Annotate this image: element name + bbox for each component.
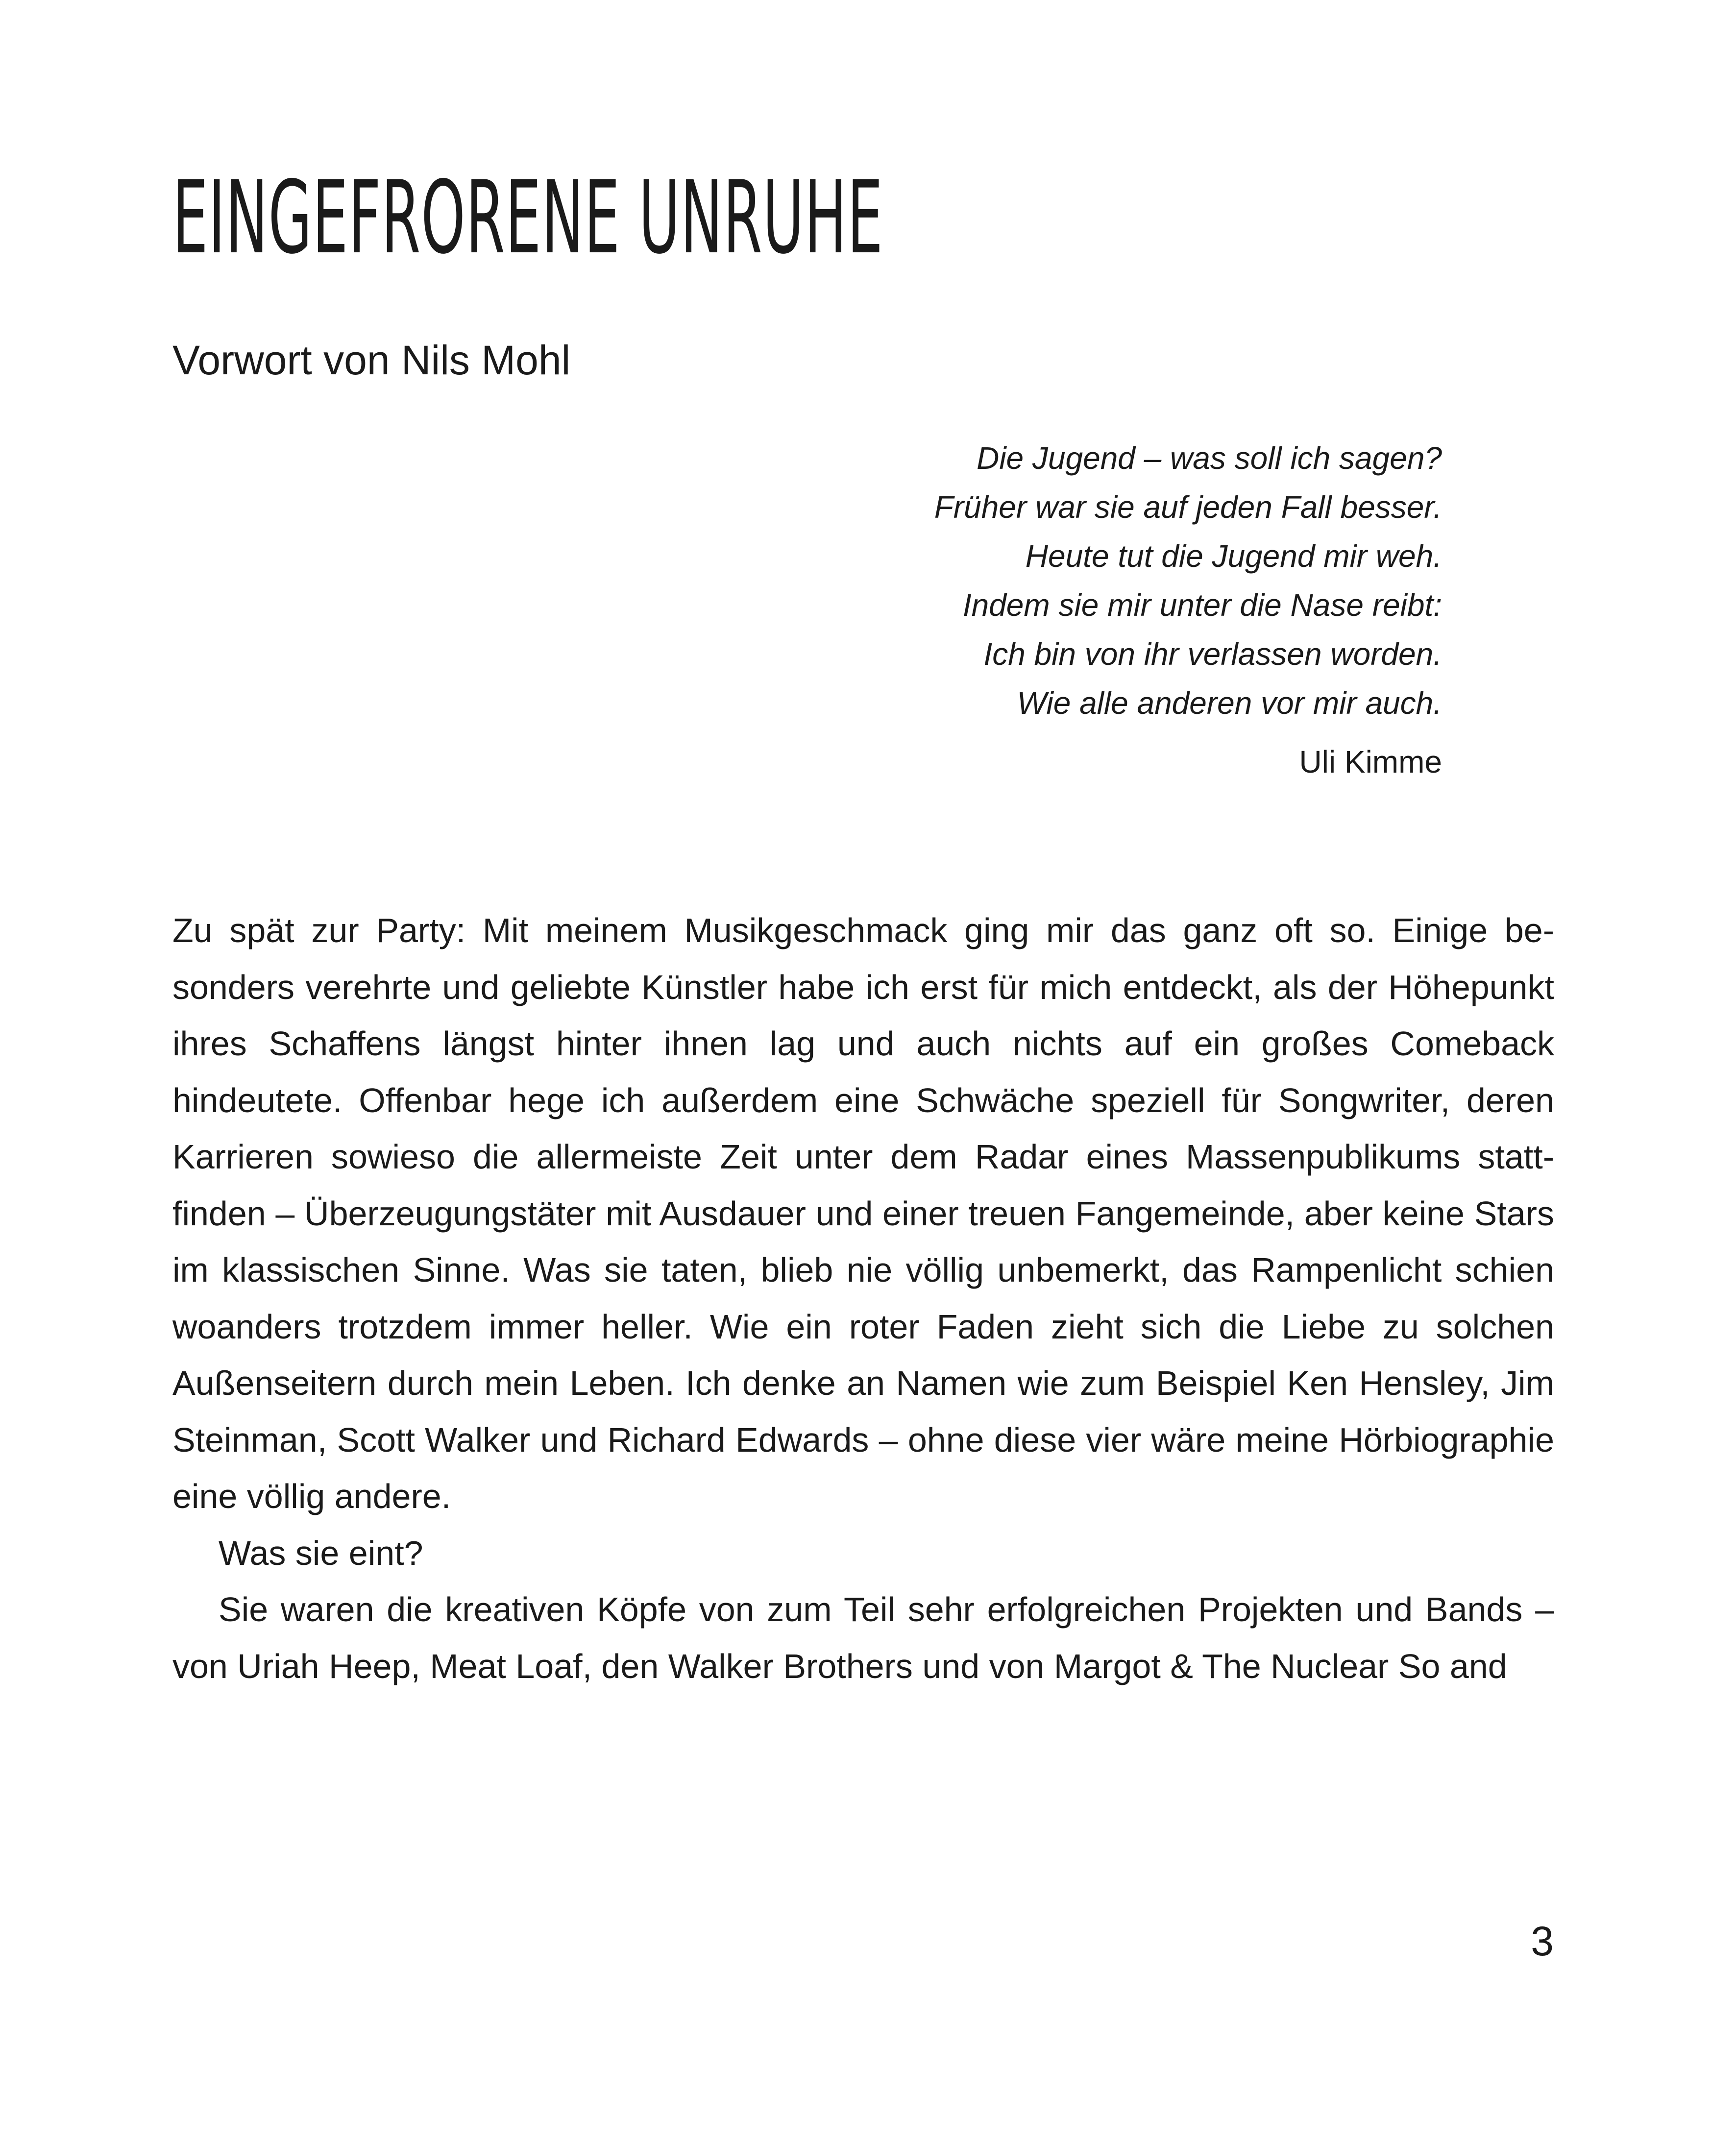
chapter-subtitle: Vorwort von Nils Mohl <box>172 337 571 383</box>
epigraph-line: Ich bin von ihr verlassen worden. <box>983 636 1442 672</box>
epigraph-line: Früher war sie auf jeden Fall besser. <box>934 489 1442 525</box>
chapter-title: EINGEFRORENE UNRUHE <box>172 160 883 276</box>
body-paragraph: Was sie eint? <box>219 1533 423 1572</box>
body-paragraph: Zu spät zur Party: Mit meinem Musikgeschmack ging mir das ganz oft so. Einige besonders verehrte und geliebte Künstler habe ich erst für mich entdeckt, als der Höhepunkt ihres Schaffens längst hinter ihnen lag und auch nichts auf ein großes Comeback hindeutete. Offenbar hege ich außerdem eine Schwäche speziell für Songwriter, deren Karrieren sowieso die allermeiste Zeit unter dem Radar eines Massenpublikums stattfinden – Überzeugungstäter mit Ausdauer und einer treuen Fangemeinde, aber keine Stars im klassischen Sinne. Was sie taten, blieb nie völlig unbemerkt, das Rampenlicht schien woanders trotzdem immer heller. Wie ein roter Faden zieht sich die Liebe zu solchen Außenseitern durch mein Leben. Ich denke an Namen wie zum Beispiel Ken Hensley, Jim Steinman, Scott Walker und Richard Edwards – ohne diese vier wäre meine Hörbiographie eine völlig andere. <box>172 911 1554 1515</box>
epigraph-author: Uli Kimme <box>1299 744 1442 779</box>
body-paragraph: Sie waren die kreativen Köpfe von zum Teil sehr erfolgreichen Projekten und Bands – von Uriah Heep, Meat Loaf, den Walker Brothers und von Margot & The Nuclear So and <box>172 1590 1554 1685</box>
epigraph-line: Heute tut die Jugend mir weh. <box>1025 538 1442 574</box>
epigraph-line: Die Jugend – was soll ich sagen? <box>977 440 1442 476</box>
epigraph-line: Indem sie mir unter die Nase reibt: <box>962 587 1442 623</box>
epigraph-line: Wie alle anderen vor mir auch. <box>1017 685 1442 721</box>
epigraph <box>609 434 1442 786</box>
body-text <box>172 902 1554 1695</box>
page-number: 3 <box>1531 1918 1554 1964</box>
